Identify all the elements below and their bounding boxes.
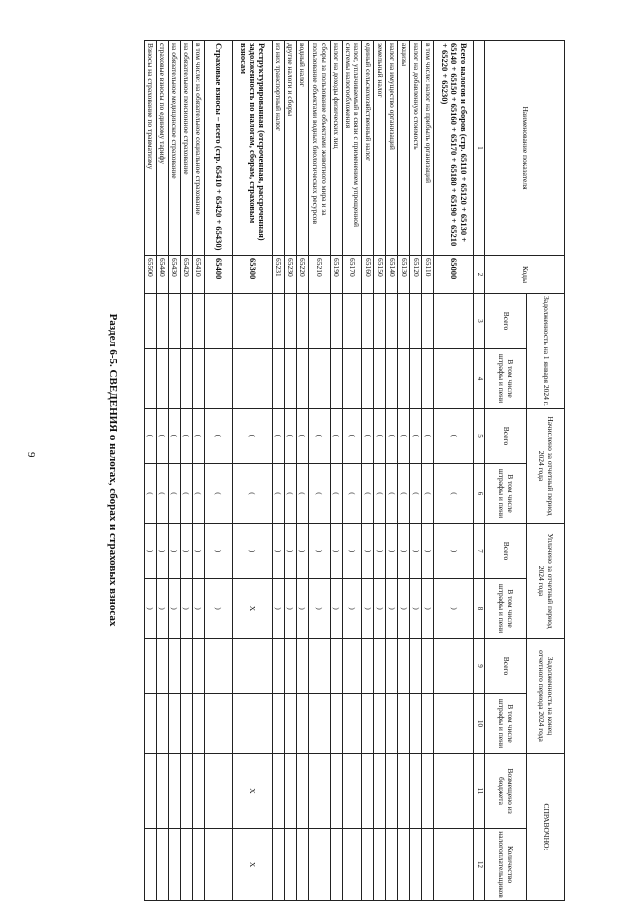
header-paid: Уплачено за отчетный период 2024 года bbox=[527, 524, 565, 639]
value-cell bbox=[330, 294, 342, 349]
value-cell: ) bbox=[180, 579, 192, 639]
row-name: сборы за пользование объектами животного мира и за пользование объектами водных биологических ресурсов bbox=[308, 41, 330, 256]
value-cell bbox=[192, 694, 204, 754]
header-fines: В том числе штрафы и пени bbox=[485, 694, 527, 754]
table-row bbox=[434, 41, 474, 901]
value-cell: ( bbox=[168, 409, 180, 464]
value-cell: ( bbox=[362, 464, 374, 524]
value-cell bbox=[284, 294, 296, 349]
row-name: на обязательное медицинское страхование bbox=[168, 41, 180, 256]
value-cell bbox=[362, 349, 374, 409]
value-cell bbox=[422, 349, 434, 409]
value-cell: ( bbox=[180, 409, 192, 464]
value-cell: ) bbox=[434, 524, 474, 579]
table-row bbox=[330, 41, 342, 901]
value-cell: ) bbox=[156, 579, 168, 639]
value-cell: ( bbox=[284, 409, 296, 464]
table-row bbox=[386, 41, 398, 901]
value-cell bbox=[398, 349, 410, 409]
value-cell: ) bbox=[330, 524, 342, 579]
row-name: другие налоги и сборы bbox=[284, 41, 296, 256]
value-cell: ( bbox=[156, 464, 168, 524]
value-cell bbox=[168, 694, 180, 754]
table-row bbox=[168, 41, 180, 901]
header-reference: СПРАВОЧНО: bbox=[527, 754, 565, 901]
value-cell: ( bbox=[144, 409, 156, 464]
value-cell bbox=[374, 829, 386, 901]
table-row bbox=[232, 41, 272, 901]
value-cell bbox=[168, 754, 180, 829]
row-name: налог на добавленную стоимость bbox=[410, 41, 422, 256]
value-cell: ( bbox=[192, 409, 204, 464]
value-cell bbox=[296, 694, 308, 754]
value-cell: ( bbox=[296, 464, 308, 524]
tax-table bbox=[144, 40, 565, 901]
value-cell bbox=[422, 639, 434, 694]
row-code: 65210 bbox=[308, 256, 330, 294]
value-cell: ( bbox=[296, 409, 308, 464]
value-cell bbox=[398, 829, 410, 901]
value-cell bbox=[422, 829, 434, 901]
value-cell bbox=[434, 294, 474, 349]
value-cell bbox=[192, 829, 204, 901]
value-cell bbox=[410, 639, 422, 694]
value-cell bbox=[434, 754, 474, 829]
value-cell bbox=[386, 829, 398, 901]
value-cell: ( bbox=[272, 409, 284, 464]
value-cell: ) bbox=[308, 524, 330, 579]
value-cell bbox=[422, 754, 434, 829]
value-cell: ( bbox=[342, 464, 362, 524]
value-cell bbox=[204, 294, 232, 349]
value-cell bbox=[272, 349, 284, 409]
value-cell bbox=[434, 349, 474, 409]
value-cell bbox=[362, 829, 374, 901]
value-cell bbox=[180, 349, 192, 409]
header-total: Всего bbox=[485, 294, 527, 349]
value-cell bbox=[192, 754, 204, 829]
value-cell bbox=[156, 349, 168, 409]
table-row bbox=[272, 41, 284, 901]
value-cell bbox=[192, 294, 204, 349]
value-cell: ) bbox=[330, 579, 342, 639]
value-cell bbox=[296, 639, 308, 694]
value-cell: ( bbox=[308, 409, 330, 464]
table-row bbox=[374, 41, 386, 901]
header-total: Всего bbox=[485, 409, 527, 464]
table-row bbox=[308, 41, 330, 901]
table-row bbox=[144, 41, 156, 901]
value-cell bbox=[284, 754, 296, 829]
value-cell: ) bbox=[204, 524, 232, 579]
value-cell bbox=[342, 349, 362, 409]
value-cell bbox=[272, 694, 284, 754]
value-cell: X bbox=[232, 829, 272, 901]
column-number: 9 bbox=[474, 639, 485, 694]
value-cell: ) bbox=[168, 524, 180, 579]
column-number: 1 bbox=[474, 41, 485, 256]
value-cell: ) bbox=[342, 579, 362, 639]
value-cell bbox=[410, 294, 422, 349]
value-cell bbox=[410, 694, 422, 754]
row-code: 65230 bbox=[284, 256, 296, 294]
row-code: 65300 bbox=[232, 256, 272, 294]
header-total: Всего bbox=[485, 639, 527, 694]
value-cell: ) bbox=[144, 579, 156, 639]
value-cell bbox=[192, 349, 204, 409]
value-cell: ) bbox=[386, 524, 398, 579]
value-cell: ( bbox=[398, 409, 410, 464]
value-cell bbox=[296, 294, 308, 349]
value-cell bbox=[272, 754, 284, 829]
value-cell: ( bbox=[144, 464, 156, 524]
value-cell bbox=[374, 694, 386, 754]
value-cell: ( bbox=[204, 464, 232, 524]
value-cell: ) bbox=[284, 524, 296, 579]
value-cell: ) bbox=[410, 579, 422, 639]
value-cell: ) bbox=[308, 579, 330, 639]
value-cell: ( bbox=[398, 464, 410, 524]
row-code: 65220 bbox=[296, 256, 308, 294]
row-name: страховые взносы по единому тарифу bbox=[156, 41, 168, 256]
value-cell bbox=[386, 694, 398, 754]
value-cell bbox=[422, 694, 434, 754]
value-cell: ( bbox=[410, 409, 422, 464]
value-cell: ( bbox=[192, 464, 204, 524]
value-cell bbox=[342, 694, 362, 754]
value-cell: ) bbox=[204, 579, 232, 639]
row-name: на обязательное пенсионное страхование bbox=[180, 41, 192, 256]
header-code: Коды bbox=[485, 256, 565, 294]
rotated-sheet bbox=[107, 40, 565, 900]
value-cell bbox=[168, 639, 180, 694]
value-cell bbox=[308, 639, 330, 694]
value-cell bbox=[156, 829, 168, 901]
row-code: 65400 bbox=[204, 256, 232, 294]
value-cell bbox=[144, 754, 156, 829]
value-cell: ) bbox=[168, 579, 180, 639]
value-cell bbox=[330, 829, 342, 901]
header-fines: В том числе штрафы и пени bbox=[485, 349, 527, 409]
value-cell bbox=[272, 639, 284, 694]
value-cell: ( bbox=[386, 409, 398, 464]
value-cell bbox=[156, 294, 168, 349]
value-cell bbox=[204, 639, 232, 694]
row-name: Всего налогов и сборов (стр. 65110 + 65120 + 65130 + 65140 + 65150 + 65160 + 65170 + 65180 + 65190 + 65210 + 65220 + 65230) bbox=[434, 41, 474, 256]
value-cell bbox=[386, 639, 398, 694]
value-cell bbox=[342, 294, 362, 349]
header-debt-start: Задолженность на 1 января 2024 г. bbox=[527, 294, 565, 409]
column-number: 10 bbox=[474, 694, 485, 754]
value-cell bbox=[204, 349, 232, 409]
row-name: налог, уплачиваемый в связи с применением упрощенной системы налогообложения bbox=[342, 41, 362, 256]
value-cell bbox=[180, 639, 192, 694]
value-cell bbox=[232, 294, 272, 349]
value-cell: ( bbox=[362, 409, 374, 464]
value-cell bbox=[204, 754, 232, 829]
value-cell bbox=[168, 829, 180, 901]
value-cell: ) bbox=[362, 524, 374, 579]
value-cell bbox=[342, 639, 362, 694]
column-number: 11 bbox=[474, 754, 485, 829]
value-cell bbox=[362, 694, 374, 754]
row-code: 65140 bbox=[386, 256, 398, 294]
row-name: в том числе: на обязательное социальное страхование bbox=[192, 41, 204, 256]
value-cell: ( bbox=[342, 409, 362, 464]
value-cell: ) bbox=[156, 524, 168, 579]
value-cell bbox=[330, 349, 342, 409]
value-cell bbox=[308, 294, 330, 349]
row-name: налог на имущество организаций bbox=[386, 41, 398, 256]
value-cell bbox=[284, 829, 296, 901]
row-code: 65160 bbox=[362, 256, 374, 294]
column-number: 3 bbox=[474, 294, 485, 349]
row-name: Взносы на страхование по травматизму bbox=[144, 41, 156, 256]
value-cell bbox=[180, 294, 192, 349]
value-cell bbox=[374, 349, 386, 409]
value-cell bbox=[410, 349, 422, 409]
row-code: 65130 bbox=[398, 256, 410, 294]
value-cell bbox=[232, 349, 272, 409]
value-cell bbox=[434, 639, 474, 694]
value-cell bbox=[296, 829, 308, 901]
value-cell bbox=[434, 829, 474, 901]
value-cell bbox=[144, 694, 156, 754]
value-cell: ( bbox=[272, 464, 284, 524]
value-cell: ) bbox=[398, 524, 410, 579]
value-cell: ) bbox=[192, 579, 204, 639]
value-cell: ( bbox=[374, 409, 386, 464]
value-cell: ( bbox=[308, 464, 330, 524]
header-name: Наименование показателя bbox=[485, 41, 565, 256]
table-row bbox=[362, 41, 374, 901]
table-row bbox=[342, 41, 362, 901]
header-debt-end: Задолженность на конец отчетного периода 2024 года bbox=[527, 639, 565, 754]
column-number: 5 bbox=[474, 409, 485, 464]
table-row bbox=[192, 41, 204, 901]
value-cell bbox=[330, 754, 342, 829]
row-name: в том числе: налог на прибыль организаций bbox=[422, 41, 434, 256]
value-cell bbox=[386, 754, 398, 829]
row-code: 65231 bbox=[272, 256, 284, 294]
value-cell: ) bbox=[374, 524, 386, 579]
value-cell bbox=[398, 754, 410, 829]
table-row bbox=[180, 41, 192, 901]
table-row bbox=[156, 41, 168, 901]
value-cell bbox=[144, 639, 156, 694]
row-name: единый сельскохозяйственный налог bbox=[362, 41, 374, 256]
value-cell bbox=[284, 639, 296, 694]
value-cell bbox=[398, 639, 410, 694]
row-code: 65110 bbox=[422, 256, 434, 294]
value-cell: ( bbox=[330, 464, 342, 524]
value-cell bbox=[232, 639, 272, 694]
row-name: из них транспортный налог bbox=[272, 41, 284, 256]
value-cell bbox=[168, 294, 180, 349]
row-code: 65000 bbox=[434, 256, 474, 294]
value-cell bbox=[386, 294, 398, 349]
value-cell bbox=[374, 639, 386, 694]
value-cell: ) bbox=[192, 524, 204, 579]
value-cell bbox=[330, 694, 342, 754]
value-cell bbox=[308, 694, 330, 754]
header-fines: В том числе штрафы и пени bbox=[485, 464, 527, 524]
header-total: Всего bbox=[485, 524, 527, 579]
section-title: Раздел 6-5. СВЕДЕНИЯ о налогах, сборах и страховых взносах bbox=[107, 313, 119, 627]
value-cell: ( bbox=[386, 464, 398, 524]
column-number: 12 bbox=[474, 829, 485, 901]
value-cell bbox=[342, 754, 362, 829]
value-cell bbox=[144, 829, 156, 901]
value-cell: ( bbox=[180, 464, 192, 524]
row-code: 65120 bbox=[410, 256, 422, 294]
value-cell bbox=[180, 694, 192, 754]
header-count: Количество налогоплательщиков bbox=[485, 829, 527, 901]
value-cell bbox=[180, 829, 192, 901]
value-cell: ) bbox=[284, 579, 296, 639]
row-name: акцизы bbox=[398, 41, 410, 256]
value-cell: ) bbox=[362, 579, 374, 639]
value-cell: ( bbox=[168, 464, 180, 524]
row-name: Реструктурированная (отсроченная, рассроченная) задолженность по налогам, сборам, страховым взносам bbox=[232, 41, 272, 256]
value-cell bbox=[362, 639, 374, 694]
value-cell: ) bbox=[422, 579, 434, 639]
column-number: 6 bbox=[474, 464, 485, 524]
value-cell: ( bbox=[330, 409, 342, 464]
value-cell bbox=[156, 639, 168, 694]
value-cell bbox=[410, 829, 422, 901]
value-cell bbox=[308, 754, 330, 829]
value-cell bbox=[156, 754, 168, 829]
value-cell: ) bbox=[342, 524, 362, 579]
value-cell bbox=[386, 349, 398, 409]
header-refund: Возмещено из бюджета bbox=[485, 754, 527, 829]
value-cell: ) bbox=[398, 579, 410, 639]
value-cell: ) bbox=[296, 579, 308, 639]
value-cell bbox=[342, 829, 362, 901]
value-cell: X bbox=[232, 754, 272, 829]
value-cell bbox=[410, 754, 422, 829]
value-cell bbox=[330, 639, 342, 694]
table-row bbox=[296, 41, 308, 901]
value-cell bbox=[308, 829, 330, 901]
value-cell: ( bbox=[434, 464, 474, 524]
value-cell: ) bbox=[144, 524, 156, 579]
value-cell: ) bbox=[386, 579, 398, 639]
column-number: 7 bbox=[474, 524, 485, 579]
value-cell bbox=[272, 829, 284, 901]
row-code: 65190 bbox=[330, 256, 342, 294]
value-cell bbox=[398, 294, 410, 349]
value-cell: ( bbox=[232, 409, 272, 464]
value-cell bbox=[204, 829, 232, 901]
value-cell: ( bbox=[374, 464, 386, 524]
value-cell: ( bbox=[232, 464, 272, 524]
value-cell bbox=[192, 639, 204, 694]
value-cell bbox=[284, 349, 296, 409]
row-name: Страховые взносы – всего (стр. 65410 + 65420 + 65430) bbox=[204, 41, 232, 256]
value-cell: ) bbox=[180, 524, 192, 579]
row-code: 65440 bbox=[156, 256, 168, 294]
value-cell: ) bbox=[296, 524, 308, 579]
header-accrued: Начислено за отчетный период 2024 года bbox=[527, 409, 565, 524]
value-cell: ( bbox=[410, 464, 422, 524]
value-cell: ) bbox=[434, 579, 474, 639]
value-cell: X bbox=[232, 579, 272, 639]
table-row bbox=[204, 41, 232, 901]
value-cell: ) bbox=[272, 579, 284, 639]
value-cell bbox=[168, 349, 180, 409]
value-cell bbox=[434, 694, 474, 754]
row-name: земельный налог bbox=[374, 41, 386, 256]
value-cell: ) bbox=[232, 524, 272, 579]
value-cell bbox=[422, 294, 434, 349]
value-cell bbox=[362, 294, 374, 349]
row-code: 65410 bbox=[192, 256, 204, 294]
table-row bbox=[398, 41, 410, 901]
value-cell bbox=[144, 349, 156, 409]
value-cell bbox=[204, 694, 232, 754]
value-cell bbox=[296, 349, 308, 409]
row-code: 65430 bbox=[168, 256, 180, 294]
value-cell bbox=[362, 754, 374, 829]
table-row bbox=[410, 41, 422, 901]
column-number: 8 bbox=[474, 579, 485, 639]
value-cell: ( bbox=[434, 409, 474, 464]
table-row bbox=[422, 41, 434, 901]
value-cell bbox=[398, 694, 410, 754]
value-cell bbox=[156, 694, 168, 754]
row-code: 65150 bbox=[374, 256, 386, 294]
column-number: 4 bbox=[474, 349, 485, 409]
row-code: 65500 bbox=[144, 256, 156, 294]
value-cell bbox=[144, 294, 156, 349]
table-row bbox=[284, 41, 296, 901]
value-cell bbox=[296, 754, 308, 829]
value-cell: ( bbox=[422, 409, 434, 464]
value-cell: ) bbox=[422, 524, 434, 579]
row-name: налог на доходы физических лиц bbox=[330, 41, 342, 256]
value-cell: ( bbox=[204, 409, 232, 464]
row-code: 65170 bbox=[342, 256, 362, 294]
value-cell bbox=[308, 349, 330, 409]
value-cell: ( bbox=[422, 464, 434, 524]
page-number: 9 bbox=[25, 452, 37, 458]
value-cell: ) bbox=[272, 524, 284, 579]
value-cell bbox=[374, 754, 386, 829]
row-code: 65420 bbox=[180, 256, 192, 294]
value-cell: ( bbox=[284, 464, 296, 524]
value-cell: ( bbox=[156, 409, 168, 464]
value-cell: ) bbox=[410, 524, 422, 579]
value-cell bbox=[374, 294, 386, 349]
value-cell: ) bbox=[374, 579, 386, 639]
value-cell bbox=[272, 294, 284, 349]
value-cell bbox=[180, 754, 192, 829]
row-name: водный налог bbox=[296, 41, 308, 256]
column-number: 2 bbox=[474, 256, 485, 294]
value-cell bbox=[232, 694, 272, 754]
value-cell bbox=[284, 694, 296, 754]
header-fines: В том числе штрафы и пени bbox=[485, 579, 527, 639]
